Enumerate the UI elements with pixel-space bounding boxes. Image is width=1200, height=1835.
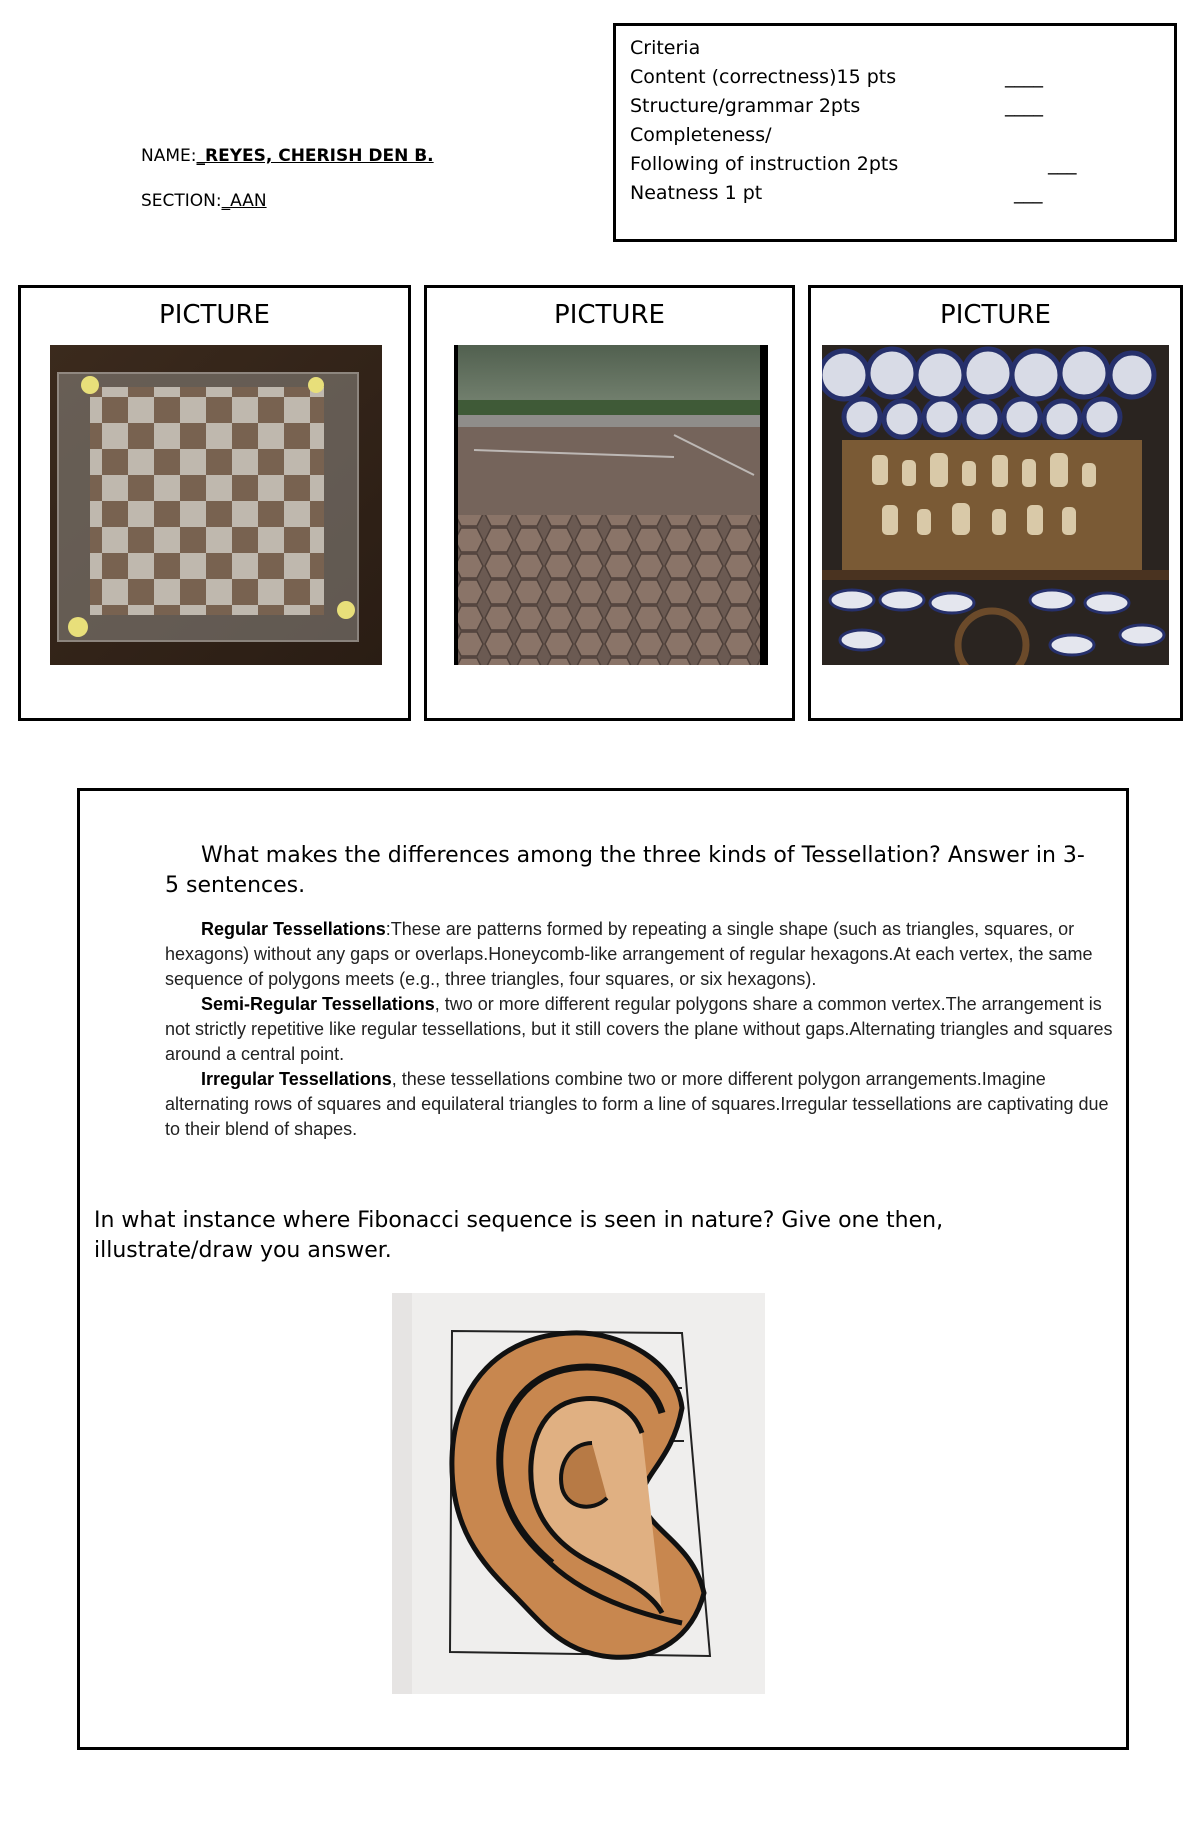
- answer-semi-regular: [165, 992, 1115, 1067]
- criteria-heading: Criteria: [630, 37, 701, 59]
- picture-box-chessboard: [18, 285, 411, 721]
- criteria-text: Content (correctness)15 pts: [630, 66, 897, 88]
- irregular-term: Irregular Tessellations: [201, 1069, 392, 1089]
- question-box: [77, 788, 1129, 1750]
- chessboard-image: [50, 345, 382, 665]
- question-fibonacci: In what instance where Fibonacci sequence is seen in nature? Give one then, illustrate/draw you answer.: [94, 1208, 944, 1263]
- criteria-blank: ____: [1005, 95, 1043, 117]
- criteria-text: Completeness/: [630, 124, 772, 146]
- semi-term: Semi-Regular Tessellations: [201, 994, 435, 1014]
- picture-box-ceramics: [808, 285, 1183, 721]
- picture-title: PICTURE: [159, 300, 270, 330]
- criteria-text: Neatness 1 pt: [630, 182, 763, 204]
- tessellation-answer: [165, 917, 1115, 1142]
- criteria-blank: ___: [1048, 153, 1077, 175]
- criteria-line: [630, 121, 1160, 150]
- answer-irregular: [165, 1067, 1115, 1142]
- criteria-blank: ___: [1014, 182, 1043, 204]
- irregular-text: , these tessellations combine two or more different polygon arrangements.Imagine alternating rows of squares and equilateral triangles to form a line of squares.Irregular tessellations are captivating due to their blend of shapes.: [165, 1069, 1109, 1139]
- section-label: SECTION:: [141, 191, 222, 211]
- criteria-line: [630, 150, 1160, 179]
- regular-term: Regular Tessellations: [201, 919, 386, 939]
- picture-box-paving: [424, 285, 795, 721]
- name-label: NAME:: [141, 146, 197, 166]
- name-row: [141, 146, 434, 166]
- criteria-text: Following of instruction 2pts: [630, 153, 899, 175]
- picture-title: PICTURE: [554, 300, 665, 330]
- criteria-box: [613, 23, 1177, 242]
- name-value: _REYES, CHERISH DEN B.: [196, 146, 434, 166]
- picture-title: PICTURE: [940, 300, 1051, 330]
- criteria-line: [630, 179, 1160, 208]
- section-row: [141, 191, 267, 211]
- semi-text: , two or more different regular polygons share a common vertex.The arrangement is not strictly repetitive like regular tessellations, but it still covers the plane without gaps.Alternating triangles and squares around a central point.: [165, 994, 1113, 1064]
- criteria-line: [630, 63, 1160, 92]
- criteria-line: [630, 92, 1160, 121]
- ear-drawing: [392, 1293, 765, 1694]
- answer-regular: [165, 917, 1115, 992]
- ceramics-image: [822, 345, 1169, 665]
- regular-text: :These are patterns formed by repeating a single shape (such as triangles, squares, or hexagons) without any gaps or overlaps.Honeycomb-like arrangement of regular hexagons.At each vertex, the same sequence of polygons meets (e.g., three triangles, four squares, or six hexagons).: [165, 919, 1093, 989]
- question-tessellation: What makes the differences among the three kinds of Tessellation? Answer in 3-5 sentences.: [165, 843, 1085, 898]
- criteria-text: Structure/grammar 2pts: [630, 95, 861, 117]
- criteria-blank: ____: [1005, 66, 1043, 88]
- paving-image: [454, 345, 768, 665]
- section-value: _AAN: [221, 191, 267, 211]
